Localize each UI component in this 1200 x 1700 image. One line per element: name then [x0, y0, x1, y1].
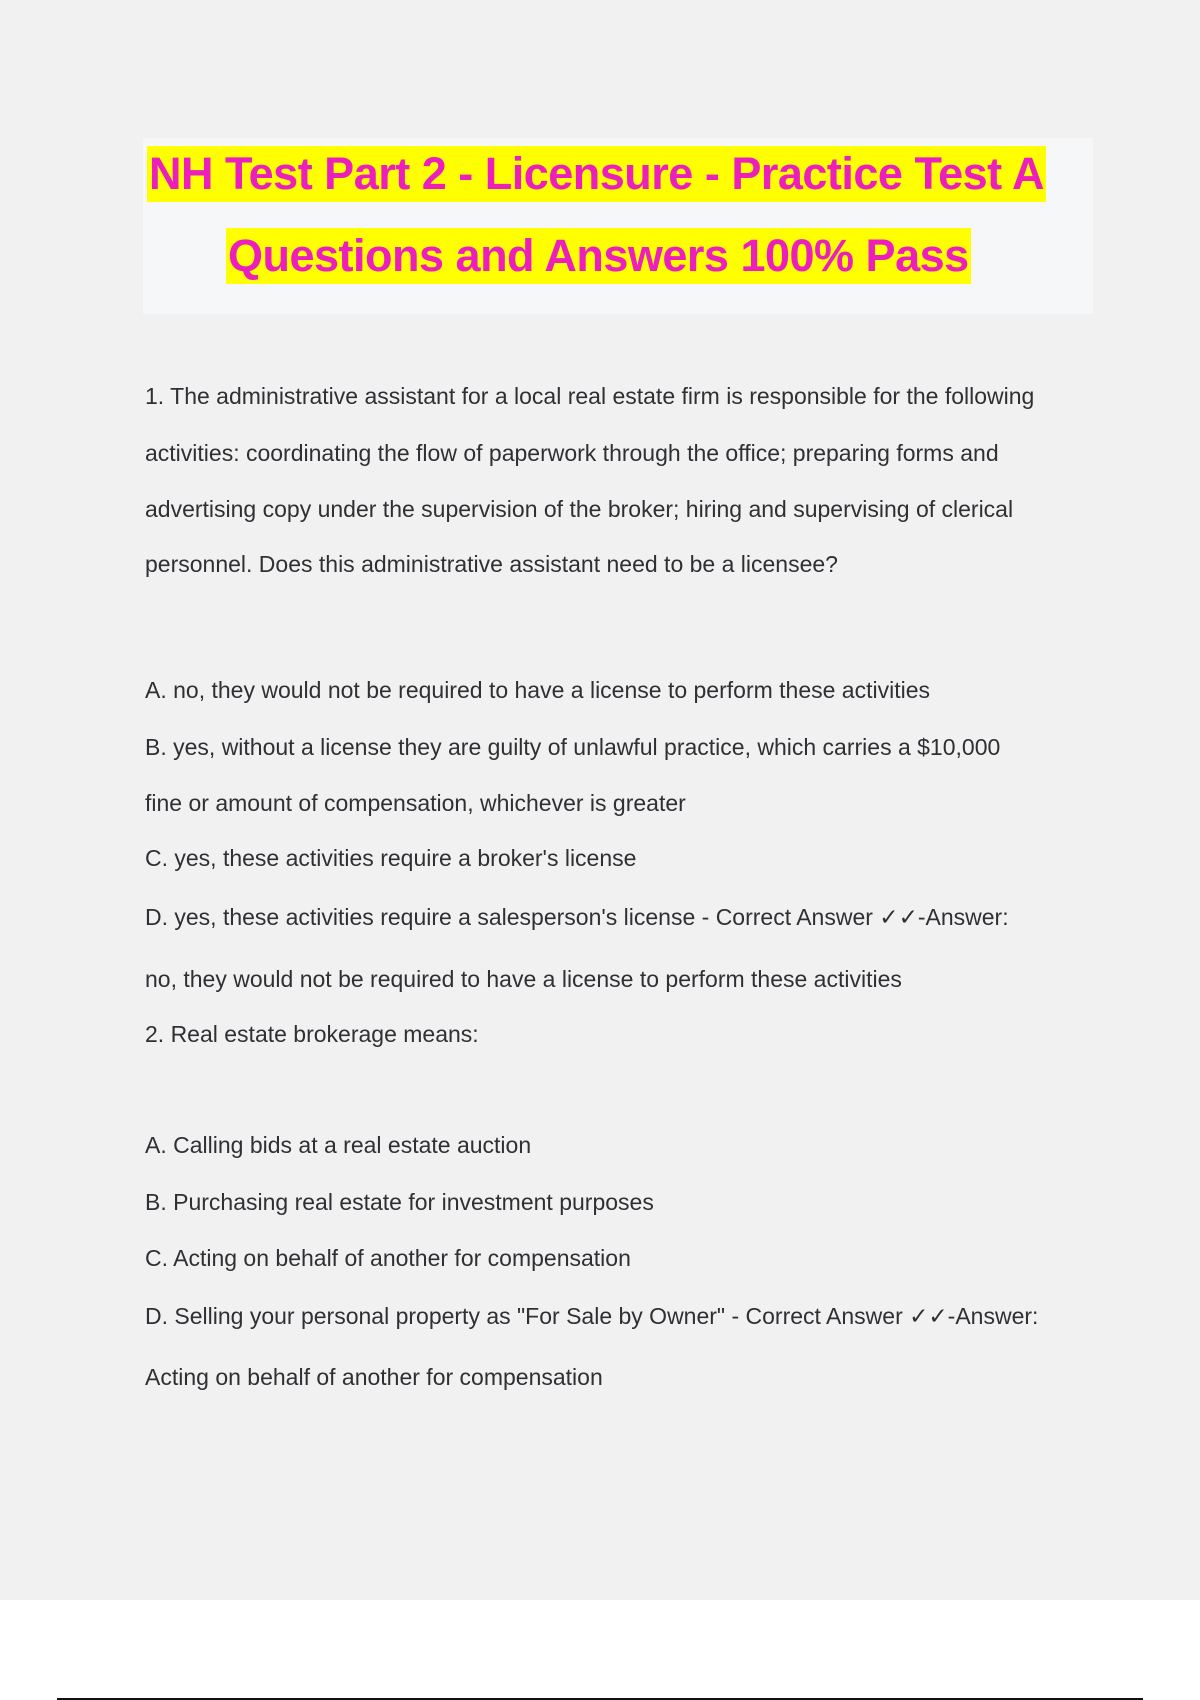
question-1-answer-text: no, they would not be required to have a license to perform these activities: [145, 966, 902, 992]
question-2-option-d-answer: D. Selling your personal property as "For Sale by Owner" - Correct Answer ✓✓-Answer:: [145, 1303, 1039, 1329]
question-2-answer-text: Acting on behalf of another for compensation: [145, 1364, 603, 1390]
question-2-option-a: A. Calling bids at a real estate auction: [145, 1132, 532, 1158]
question-2-option-b: B. Purchasing real estate for investment purposes: [145, 1189, 654, 1215]
question-1-option-b: B. yes, without a license they are guilty of unlawful practice, which carries a $10,000: [145, 734, 1001, 760]
document-title-line-2: Questions and Answers 100% Pass: [226, 228, 971, 284]
question-1-option-d-answer: D. yes, these activities require a salesperson's license - Correct Answer ✓✓-Answer:: [145, 904, 1009, 930]
question-1-line-4: personnel. Does this administrative assistant need to be a licensee?: [145, 551, 838, 577]
question-1-option-a: A. no, they would not be required to have a license to perform these activities: [145, 677, 930, 703]
question-1-option-c: C. yes, these activities require a broker's license: [145, 845, 637, 871]
question-2-line-1: 2. Real estate brokerage means:: [145, 1021, 479, 1047]
question-1-line-3: advertising copy under the supervision of the broker; hiring and supervising of clerical: [145, 496, 1014, 522]
question-1-line-2: activities: coordinating the flow of paperwork through the office; preparing forms and: [145, 440, 999, 466]
question-1-option-b-cont: fine or amount of compensation, whichever is greater: [145, 790, 686, 816]
question-2-option-c: C. Acting on behalf of another for compensation: [145, 1245, 631, 1271]
document-title-line-1: NH Test Part 2 - Licensure - Practice Test A: [147, 146, 1046, 202]
question-1-line-1: 1. The administrative assistant for a local real estate firm is responsible for the following: [145, 383, 1035, 409]
